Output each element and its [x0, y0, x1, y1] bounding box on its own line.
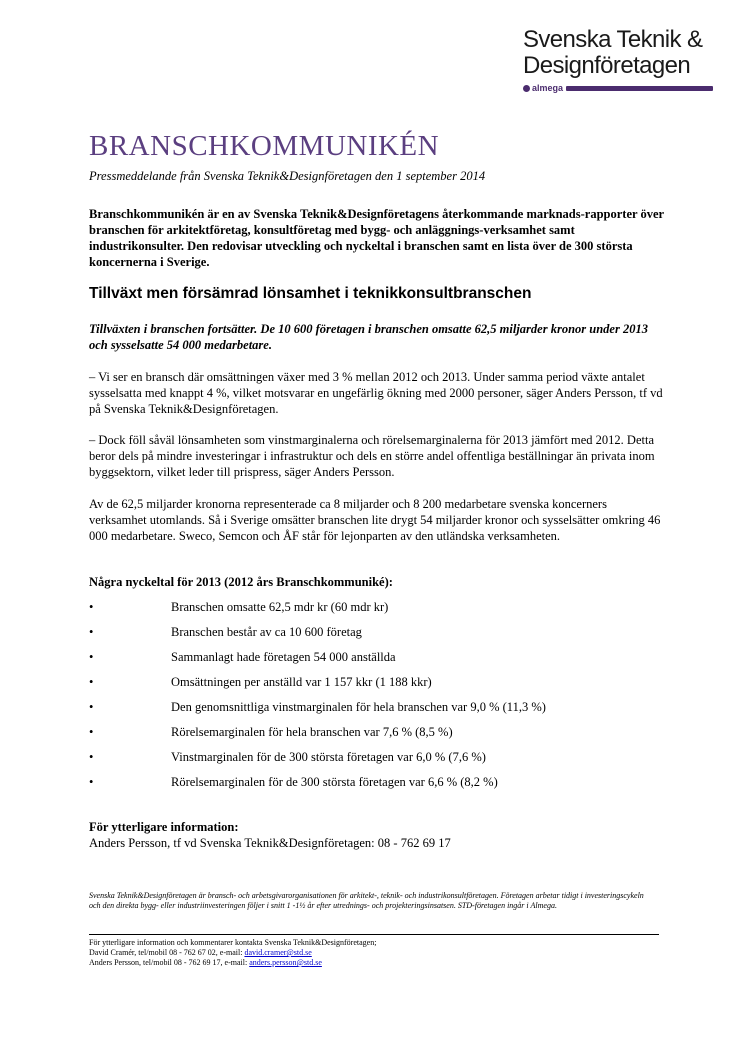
logo-dot-icon — [523, 85, 530, 92]
list-item — [89, 647, 649, 672]
logo-line-2: Designföretagen — [523, 52, 691, 79]
list-item — [89, 772, 649, 797]
bullet-icon: • — [89, 775, 94, 789]
bullet-icon: • — [89, 600, 94, 614]
key-figures-heading: Några nyckeltal för 2013 (2012 års Branschkommuniké): — [89, 575, 393, 589]
list-item-text: Omsättningen per anställd var 1 157 kkr (1 188 kkr) — [171, 675, 432, 689]
section-heading: Tillväxt men försämrad lönsamhet i teknikkonsultbranschen — [89, 285, 532, 302]
list-item-text: Vinstmarginalen för de 300 största företagen var 6,0 % (7,6 %) — [171, 750, 486, 764]
list-item-text: Den genomsnittliga vinstmarginalen för hela branschen var 9,0 % (11,3 %) — [171, 700, 546, 714]
bullet-icon: • — [89, 650, 94, 664]
logo-underline — [566, 86, 713, 91]
list-item — [89, 747, 649, 772]
logo-almega: almega — [532, 83, 564, 93]
footer-contact-line-1: För ytterligare information och kommentarer kontakta Svenska Teknik&Designföretagen; — [89, 938, 377, 947]
footer-contact-line-3 — [89, 958, 649, 968]
body-paragraph-1: – Vi ser en bransch där omsättningen växer med 3 % mellan 2012 och 2013. Under samma period växte antalet sysselsatta med knappt 4 %, vilket motsvarar en ungefärlig ökning med 2000 personer, säger Anders Persson, tf vd på Svenska Teknik&Designföretagen. — [89, 370, 663, 416]
body-paragraph-2: – Dock föll såväl lönsamheten som vinstmarginalerna och rörelsemarginalerna för 2013 jämfört med 2012. Detta beror dels på mindre investeringar i infrastruktur och dels en större andel offentliga beställningar än privata inom byggsektorn, vilket leder till prispress, säger Anders Persson. — [89, 433, 655, 479]
contact-line: Anders Persson, tf vd Svenska Teknik&Designföretagen: 08 - 762 69 17 — [89, 836, 451, 850]
list-item-text: Sammanlagt hade företagen 54 000 anställda — [171, 650, 396, 664]
contact-heading: För ytterligare information: — [89, 820, 239, 834]
list-item — [89, 722, 649, 747]
list-item-text: Branschen omsatte 62,5 mdr kr (60 mdr kr) — [171, 600, 389, 614]
email-link-david[interactable]: david.cramer@std.se — [244, 948, 312, 957]
intro-paragraph: Branschkommunikén är en av Svenska Teknik&Designföretagens återkommande marknads-rapporter över branschen för arkitektföretag, konsultföretag med bygg- och anläggnings-verksamhet samt industrikonsulter. Den redovisar utveckling och nyckeltal i branschen samt en lista över de 300 största koncernerna i Sverige. — [89, 207, 664, 269]
lead-paragraph: Tillväxten i branschen fortsätter. De 10 600 företagen i branschen omsatte 62,5 miljarder kronor under 2013 och sysselsatte 54 000 medarbetare. — [89, 322, 648, 352]
footer-note: Svenska Teknik&Designföretagen är bransch- och arbetsgivarorganisationen för arkitekt-, teknik- och industrikonsultföretagen. Företagen arbetar tidigt i investeringscykeln och den direkta bygg- eller industriinvesteringen följer i snitt 1 -1½ år efter utrednings- och projekteringsinsatsen. STD-företagen ingår i Almega. — [89, 891, 644, 910]
list-item — [89, 622, 649, 647]
logo — [523, 27, 713, 93]
list-item-text: Branschen består av ca 10 600 företag — [171, 625, 362, 639]
email-link-anders[interactable]: anders.persson@std.se — [249, 958, 322, 967]
bullet-icon: • — [89, 675, 94, 689]
logo-almega-bar — [523, 83, 713, 93]
footer-contact-david: David Cramér, tel/mobil 08 - 762 67 02, e-mail: — [89, 948, 245, 957]
body-paragraph-3: Av de 62,5 miljarder kronorna representerade ca 8 miljarder och 8 200 medarbetare svenska koncerners verksamhet utomlands. Så i Sverige omsätter branschen lite drygt 54 miljarder kronor och sysselsätter omkring 46 000 medarbetare. Sweco, Semcon och ÅF står för lejonparten av den utländska verksamheten. — [89, 497, 661, 543]
list-item — [89, 597, 649, 622]
logo-line-1: Svenska Teknik & — [523, 26, 703, 53]
footer-contact-anders: Anders Persson, tel/mobil 08 - 762 69 17, e-mail: — [89, 958, 250, 967]
bullet-icon: • — [89, 625, 94, 639]
footer-divider — [89, 934, 659, 935]
footer-contact-line-2 — [89, 948, 649, 958]
page-title: BRANSCHKOMMUNIKÉN — [89, 130, 440, 162]
bullet-icon: • — [89, 750, 94, 764]
list-item-text: Rörelsemarginalen för de 300 största företagen var 6,6 % (8,2 %) — [171, 775, 498, 789]
key-figures-list — [89, 597, 649, 797]
page-subtitle: Pressmeddelande från Svenska Teknik&Designföretagen den 1 september 2014 — [89, 169, 486, 183]
list-item-text: Rörelsemarginalen för hela branschen var 7,6 % (8,5 %) — [171, 725, 453, 739]
footer-contact — [89, 938, 649, 968]
list-item — [89, 672, 649, 697]
bullet-icon: • — [89, 700, 94, 714]
bullet-icon: • — [89, 725, 94, 739]
list-item — [89, 697, 649, 722]
